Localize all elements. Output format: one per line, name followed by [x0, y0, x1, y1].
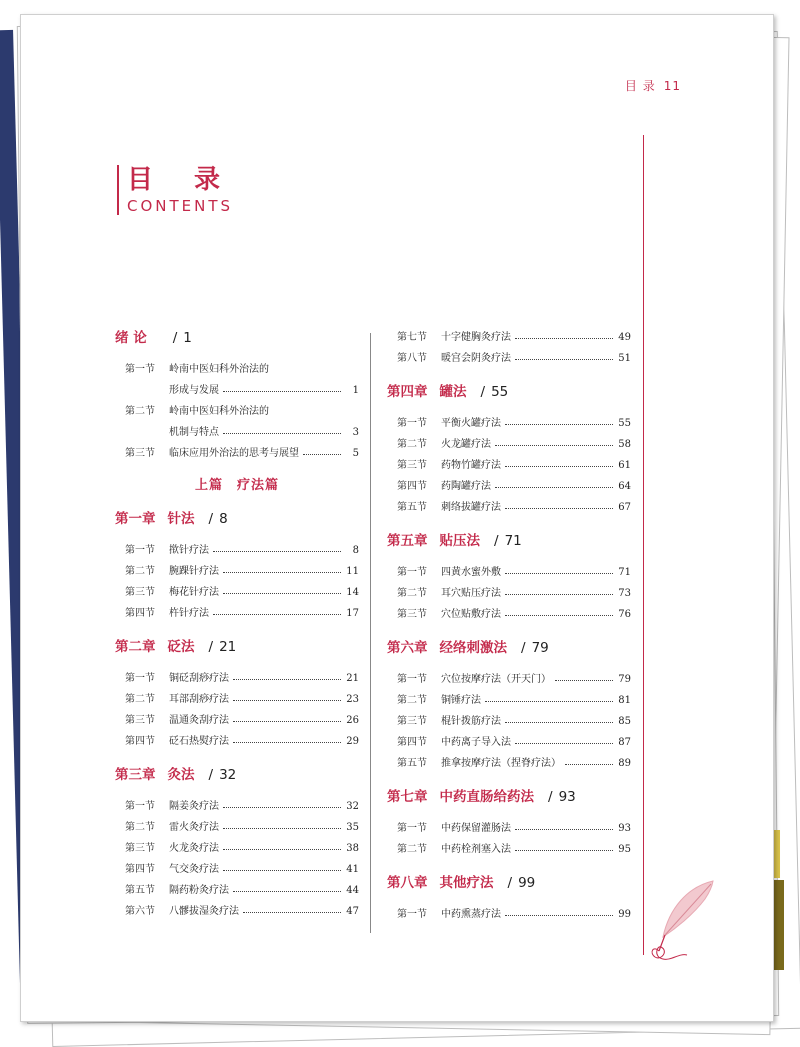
- chapter-name: 中药直肠给药法: [439, 789, 534, 805]
- section-title: 穴位贴敷疗法: [441, 609, 501, 620]
- section-number: 第五节: [397, 502, 427, 513]
- toc-entry[interactable]: [387, 711, 631, 732]
- toc-entry[interactable]: [115, 443, 359, 464]
- section-title: 气交灸疗法: [169, 864, 219, 875]
- section-page: 79: [618, 674, 631, 685]
- chapter-heading[interactable]: 第二章 砭法 / 21: [115, 639, 237, 655]
- section-title: 砭石热熨疗法: [169, 736, 229, 747]
- section-number: 第二节: [397, 695, 427, 706]
- section-title: 平衡火罐疗法: [441, 418, 501, 429]
- dot-leader: [233, 890, 341, 892]
- section-number: 第三节: [125, 448, 155, 459]
- section-title: 岭南中医妇科外治法的: [169, 406, 269, 417]
- section-title: 火龙罐疗法: [441, 439, 491, 450]
- toc-entry[interactable]: [387, 753, 631, 774]
- section-number: 第一节: [125, 364, 155, 375]
- section-page: 67: [618, 502, 631, 513]
- toc-intro-heading[interactable]: [115, 327, 359, 349]
- dot-leader: [223, 432, 341, 434]
- section-page: 73: [618, 588, 631, 599]
- section-page: 95: [618, 844, 631, 855]
- section-page: 35: [346, 822, 359, 833]
- chapter-number: 第六章: [387, 640, 428, 656]
- dot-leader: [515, 358, 613, 360]
- title-english: CONTENTS: [127, 197, 234, 215]
- section-number: 第七节: [397, 332, 427, 343]
- toc-entry[interactable]: [115, 603, 359, 624]
- section-number: 第二节: [125, 822, 155, 833]
- section-number: 第二节: [125, 566, 155, 577]
- section-title: 四黄水蜜外敷: [441, 567, 501, 578]
- section-title: 隔药粉灸疗法: [169, 885, 229, 896]
- dot-leader: [223, 806, 341, 808]
- running-head: [625, 77, 681, 94]
- section-number: 第六节: [125, 906, 155, 917]
- toc-right-column: [387, 327, 631, 925]
- section-page: 44: [346, 885, 359, 896]
- section-page: 21: [346, 673, 359, 684]
- section-number: 第一节: [125, 673, 155, 684]
- chapter-heading[interactable]: 第五章 贴压法 / 71: [387, 533, 522, 549]
- section-page: 76: [618, 609, 631, 620]
- dot-leader: [505, 914, 613, 916]
- toc-entry[interactable]: [387, 434, 631, 455]
- intro-slash: /: [172, 330, 178, 346]
- dot-leader: [303, 453, 341, 455]
- section-number: 第四节: [125, 608, 155, 619]
- section-page: 64: [618, 481, 631, 492]
- section-title: 梅花针疗法: [169, 587, 219, 598]
- dot-leader: [505, 572, 613, 574]
- toc-entry-continued[interactable]: [115, 380, 359, 401]
- chapter-heading[interactable]: 第三章 灸法 / 32: [115, 767, 237, 783]
- section-title: 机制与特点: [169, 427, 219, 438]
- toc-entry[interactable]: [387, 476, 631, 497]
- section-number: 第一节: [125, 545, 155, 556]
- section-number: 第三节: [397, 716, 427, 727]
- toc-entry[interactable]: [115, 710, 359, 731]
- section-page: 14: [346, 587, 359, 598]
- section-page: 8: [352, 545, 359, 556]
- chapter-number: 第二章: [115, 639, 156, 655]
- section-page: 49: [618, 332, 631, 343]
- dot-leader: [233, 678, 341, 680]
- toc-entry[interactable]: [387, 455, 631, 476]
- section-page: 11: [346, 566, 359, 577]
- dot-leader: [233, 699, 341, 701]
- section-page: 5: [352, 448, 359, 459]
- running-head-page: 11: [663, 79, 681, 93]
- toc-entry[interactable]: [115, 817, 359, 838]
- dot-leader: [505, 593, 613, 595]
- section-title: 药物竹罐疗法: [441, 460, 501, 471]
- chapter-heading[interactable]: 第八章 其他疗法 / 99: [387, 875, 536, 891]
- toc-entry[interactable]: [387, 818, 631, 839]
- chapter-name: 针法: [167, 511, 195, 527]
- section-title: 温通灸刮疗法: [169, 715, 229, 726]
- dot-leader: [243, 911, 341, 913]
- toc-entry[interactable]: [115, 540, 359, 561]
- section-page: 38: [346, 843, 359, 854]
- section-number: 第三节: [397, 609, 427, 620]
- dot-leader: [505, 423, 613, 425]
- section-page: 1: [352, 385, 359, 396]
- dot-leader: [485, 700, 613, 702]
- section-title: 中药保留灌肠法: [441, 823, 511, 834]
- section-page: 85: [618, 716, 631, 727]
- section-title: 揿针疗法: [169, 545, 209, 556]
- dot-leader: [223, 848, 341, 850]
- section-page: 3: [352, 427, 359, 438]
- section-number: 第二节: [397, 588, 427, 599]
- section-number: 第三节: [125, 843, 155, 854]
- chapter-number: 第三章: [115, 767, 156, 783]
- running-head-label: 目 录: [624, 79, 656, 93]
- dot-leader: [515, 337, 613, 339]
- section-number: 第二节: [125, 694, 155, 705]
- section-title: 八髎拔湿灸疗法: [169, 906, 239, 917]
- chapter-page: 93: [558, 789, 576, 805]
- section-page: 17: [346, 608, 359, 619]
- toc-entry-continued[interactable]: [115, 422, 359, 443]
- chapter-name: 灸法: [167, 767, 195, 783]
- section-number: 第一节: [397, 567, 427, 578]
- section-title: 杵针疗法: [169, 608, 209, 619]
- dot-leader: [223, 592, 341, 594]
- toc-entry[interactable]: [115, 582, 359, 603]
- section-page: 61: [618, 460, 631, 471]
- section-number: 第一节: [397, 823, 427, 834]
- toc-entry[interactable]: [115, 401, 359, 422]
- toc-entry[interactable]: [115, 880, 359, 901]
- toc-entry[interactable]: [387, 327, 631, 348]
- section-title: 岭南中医妇科外治法的: [169, 364, 269, 375]
- toc-entry[interactable]: [387, 732, 631, 753]
- chapter-name: 经络刺激法: [439, 640, 507, 656]
- section-number: 第一节: [125, 801, 155, 812]
- intro-name: 绪 论: [115, 330, 147, 346]
- section-title: 棍针拨筋疗法: [441, 716, 501, 727]
- section-page: 41: [346, 864, 359, 875]
- section-title: 耳穴贴压疗法: [441, 588, 501, 599]
- dot-leader: [495, 486, 613, 488]
- chapter-heading[interactable]: 第六章 经络刺激法 / 79: [387, 640, 549, 656]
- section-title: 火龙灸疗法: [169, 843, 219, 854]
- section-number: 第二节: [397, 439, 427, 450]
- toc-entry[interactable]: [387, 348, 631, 369]
- toc-entry[interactable]: [115, 668, 359, 689]
- toc-entry[interactable]: [387, 604, 631, 625]
- section-page: 71: [618, 567, 631, 578]
- dot-leader: [515, 849, 613, 851]
- section-number: 第五节: [125, 885, 155, 896]
- section-number: 第四节: [125, 736, 155, 747]
- intro-page: 1: [183, 330, 192, 346]
- section-page: 81: [618, 695, 631, 706]
- section-title: 隔姜灸疗法: [169, 801, 219, 812]
- quill-feather-icon: [647, 875, 717, 965]
- section-number: 第二节: [125, 406, 155, 417]
- chapter-heading[interactable]: 第四章 罐法 / 55: [387, 384, 509, 400]
- chapter-page: 8: [219, 511, 228, 527]
- section-page: 99: [618, 909, 631, 920]
- chapter-page: 32: [219, 767, 237, 783]
- section-title: 穴位按摩疗法（开天门）: [441, 674, 551, 685]
- dot-leader: [505, 721, 613, 723]
- chapter-number: 第一章: [115, 511, 156, 527]
- toc-entry[interactable]: [387, 562, 631, 583]
- section-page: 47: [346, 906, 359, 917]
- toc-entry[interactable]: [115, 796, 359, 817]
- section-page: 55: [618, 418, 631, 429]
- section-title: 推拿按摩疗法（捏脊疗法）: [441, 758, 561, 769]
- section-number: 第四节: [125, 864, 155, 875]
- toc-entry[interactable]: [115, 838, 359, 859]
- section-number: 第五节: [397, 758, 427, 769]
- section-page: 87: [618, 737, 631, 748]
- section-title: 药陶罐疗法: [441, 481, 491, 492]
- dot-leader: [223, 390, 341, 392]
- toc-entry[interactable]: [387, 413, 631, 434]
- chapter-number: 第八章: [387, 875, 428, 891]
- section-number: 第四节: [397, 481, 427, 492]
- section-title: 耳部刮痧疗法: [169, 694, 229, 705]
- dot-leader: [233, 720, 341, 722]
- chapter-page: 99: [518, 875, 536, 891]
- toc-entry[interactable]: [115, 359, 359, 380]
- section-number: 第一节: [397, 909, 427, 920]
- dot-leader: [495, 444, 613, 446]
- dot-leader: [555, 679, 613, 681]
- toc-entry[interactable]: [115, 561, 359, 582]
- chapter-name: 罐法: [439, 384, 467, 400]
- chapter-name: 其他疗法: [439, 875, 494, 891]
- chapter-name: 砭法: [167, 639, 195, 655]
- title-chinese: 目 录: [127, 165, 237, 195]
- page-title: [117, 165, 236, 215]
- section-title: 刺络拔罐疗法: [441, 502, 501, 513]
- chapter-number: 第五章: [387, 533, 428, 549]
- section-title: 临床应用外治法的思考与展望: [169, 448, 299, 459]
- dot-leader: [213, 550, 341, 552]
- section-title: 中药熏蒸疗法: [441, 909, 501, 920]
- section-page: 23: [346, 694, 359, 705]
- chapter-number: 第七章: [387, 789, 428, 805]
- dot-leader: [233, 741, 341, 743]
- chapter-page: 79: [531, 640, 549, 656]
- section-title: 铜砭刮痧疗法: [169, 673, 229, 684]
- toc-entry[interactable]: [387, 583, 631, 604]
- section-page: 26: [346, 715, 359, 726]
- section-page: 51: [618, 353, 631, 364]
- chapter-page: 21: [219, 639, 237, 655]
- toc-entry[interactable]: [115, 731, 359, 752]
- section-page: 32: [346, 801, 359, 812]
- section-number: 第四节: [397, 737, 427, 748]
- chapter-page: 71: [504, 533, 522, 549]
- section-number: 第一节: [397, 418, 427, 429]
- section-page: 29: [346, 736, 359, 747]
- section-title: 暖宫会阴灸疗法: [441, 353, 511, 364]
- section-title: 十字健胸灸疗法: [441, 332, 511, 343]
- section-number: 第二节: [397, 844, 427, 855]
- section-page: 58: [618, 439, 631, 450]
- toc-entry[interactable]: [387, 669, 631, 690]
- chapter-page: 55: [491, 384, 509, 400]
- toc-entry[interactable]: [387, 839, 631, 860]
- dot-leader: [505, 507, 613, 509]
- column-divider: [370, 333, 371, 933]
- toc-entry[interactable]: [387, 904, 631, 925]
- section-title: 铜锤疗法: [441, 695, 481, 706]
- section-title: 腕踝针疗法: [169, 566, 219, 577]
- dot-leader: [515, 828, 613, 830]
- dot-leader: [213, 613, 341, 615]
- toc-entry[interactable]: [115, 901, 359, 922]
- chapter-heading[interactable]: 第一章 针法 / 8: [115, 511, 228, 527]
- toc-entry[interactable]: [115, 689, 359, 710]
- dot-leader: [565, 763, 613, 765]
- section-number: 第三节: [125, 715, 155, 726]
- section-title: 中药离子导入法: [441, 737, 511, 748]
- section-number: 第一节: [397, 674, 427, 685]
- section-number: 第八节: [397, 353, 427, 364]
- toc-left-column: [115, 327, 359, 922]
- dot-leader: [515, 742, 613, 744]
- toc-page: [20, 14, 774, 1022]
- chapter-number: 第四章: [387, 384, 428, 400]
- dot-leader: [223, 827, 341, 829]
- toc-entry[interactable]: [387, 690, 631, 711]
- section-number: 第三节: [125, 587, 155, 598]
- dot-leader: [223, 869, 341, 871]
- chapter-name: 贴压法: [439, 533, 480, 549]
- section-page: 89: [618, 758, 631, 769]
- section-title: 形成与发展: [169, 385, 219, 396]
- margin-rule: [643, 135, 644, 955]
- part-heading[interactable]: 上篇 疗法篇: [194, 478, 279, 493]
- section-title: 中药栓剂塞入法: [441, 844, 511, 855]
- toc-entry[interactable]: [387, 497, 631, 518]
- chapter-heading[interactable]: 第七章 中药直肠给药法 / 93: [387, 789, 576, 805]
- toc-entry[interactable]: [115, 859, 359, 880]
- section-number: 第三节: [397, 460, 427, 471]
- section-page: 93: [618, 823, 631, 834]
- dot-leader: [505, 614, 613, 616]
- dot-leader: [505, 465, 613, 467]
- section-title: 雷火灸疗法: [169, 822, 219, 833]
- dot-leader: [223, 571, 341, 573]
